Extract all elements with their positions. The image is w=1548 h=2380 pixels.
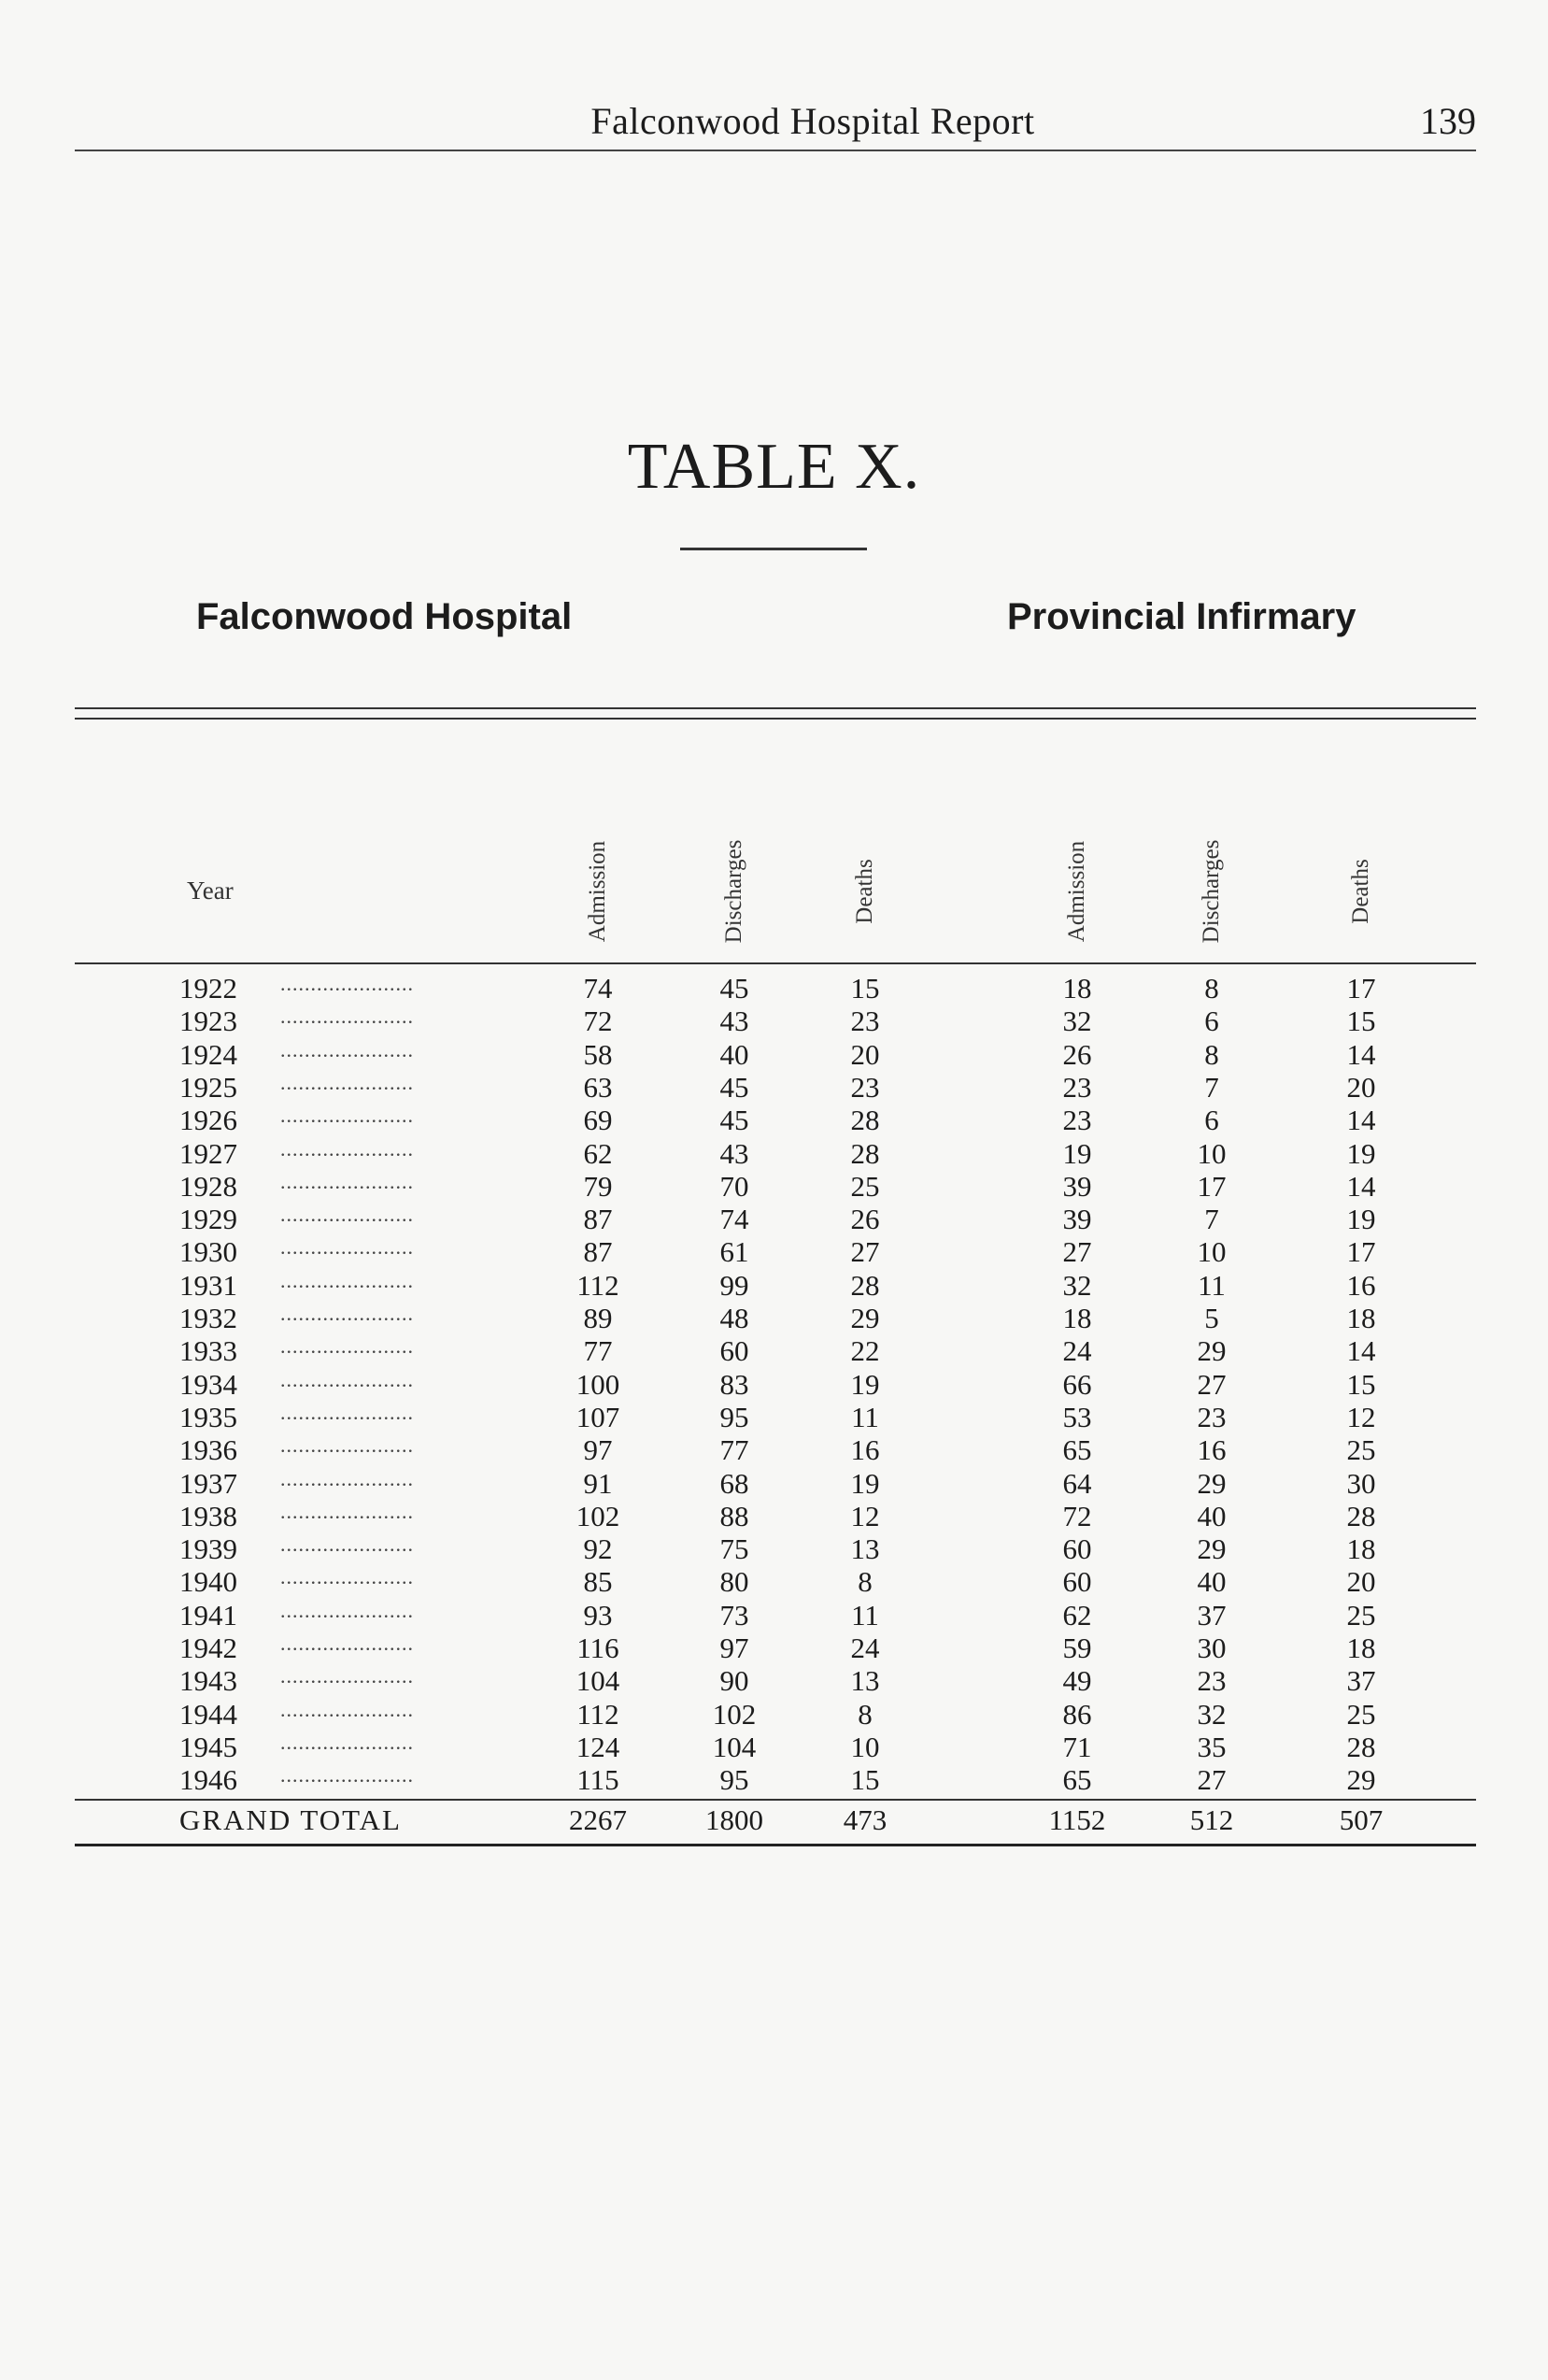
year-cell: 1940: [179, 1565, 237, 1599]
year-cell: 1937: [179, 1466, 237, 1500]
value-cell: 77: [719, 1433, 749, 1467]
table-row: [0, 1632, 1548, 1664]
value-cell: 32: [1197, 1697, 1227, 1731]
value-cell: 69: [583, 1104, 613, 1137]
value-cell: 32: [1062, 1268, 1092, 1302]
table-title: TABLE X.: [627, 431, 921, 503]
leader-dots: ......................: [280, 1367, 414, 1391]
value-cell: 102: [712, 1697, 757, 1731]
value-cell: 16: [1197, 1433, 1227, 1467]
leader-dots: ......................: [280, 1104, 414, 1128]
value-cell: 27: [1197, 1763, 1227, 1797]
value-cell: 91: [583, 1466, 613, 1500]
value-cell: 68: [719, 1466, 749, 1500]
value-cell: 27: [1062, 1235, 1092, 1269]
value-cell: 40: [1197, 1565, 1227, 1599]
value-cell: 75: [719, 1532, 749, 1566]
value-cell: 15: [1346, 1367, 1376, 1401]
total-value-cell: 2267: [569, 1803, 627, 1836]
leader-dots: ......................: [280, 1334, 414, 1359]
value-cell: 12: [1346, 1400, 1376, 1433]
year-cell: 1943: [179, 1664, 237, 1698]
value-cell: 80: [719, 1565, 749, 1599]
value-cell: 24: [850, 1632, 880, 1664]
value-cell: 77: [583, 1334, 613, 1368]
value-cell: 27: [850, 1235, 880, 1269]
value-cell: 43: [719, 1005, 749, 1038]
value-cell: 45: [719, 1104, 749, 1137]
column-header-year: Year: [187, 876, 234, 905]
value-cell: 13: [850, 1532, 880, 1566]
table-row: [0, 1005, 1548, 1037]
value-cell: 62: [1062, 1598, 1092, 1632]
table-row: [0, 1368, 1548, 1401]
value-cell: 19: [850, 1466, 880, 1500]
value-cell: 35: [1197, 1730, 1227, 1763]
year-cell: 1932: [179, 1302, 237, 1334]
table-row: [0, 1467, 1548, 1500]
leader-dots: ......................: [280, 1697, 414, 1721]
leader-dots: ......................: [280, 1302, 414, 1325]
value-cell: 79: [583, 1169, 613, 1203]
table-row: [0, 1071, 1548, 1104]
year-cell: 1931: [179, 1268, 237, 1302]
value-cell: 73: [719, 1598, 749, 1632]
value-cell: 116: [576, 1632, 619, 1664]
year-cell: 1923: [179, 1005, 237, 1038]
year-cell: 1922: [179, 972, 237, 1005]
table-row: [0, 1235, 1548, 1268]
table-row: [0, 1500, 1548, 1532]
value-cell: 11: [851, 1400, 879, 1433]
column-header-discharges-provincial: Discharges: [1199, 839, 1224, 944]
column-header-discharges-falconwood: Discharges: [721, 839, 746, 944]
value-cell: 15: [850, 1763, 880, 1797]
value-cell: 74: [583, 972, 613, 1005]
value-cell: 107: [575, 1400, 620, 1433]
column-header-admission-provincial: Admission: [1064, 840, 1089, 943]
leader-dots: ......................: [280, 1532, 414, 1557]
value-cell: 60: [719, 1334, 749, 1368]
header-top-rule-second: [75, 718, 1476, 720]
value-cell: 29: [1197, 1334, 1227, 1368]
table-row: [0, 1664, 1548, 1697]
value-cell: 95: [719, 1763, 749, 1797]
value-cell: 25: [1346, 1433, 1376, 1467]
value-cell: 43: [719, 1136, 749, 1170]
running-head: [75, 93, 1476, 151]
leader-dots: ......................: [280, 1730, 414, 1754]
value-cell: 62: [583, 1136, 613, 1170]
value-cell: 37: [1346, 1664, 1376, 1698]
header-top-rule: [75, 707, 1476, 709]
grand-total-label: GRAND TOTAL: [179, 1803, 402, 1836]
value-cell: 19: [1346, 1136, 1376, 1170]
value-cell: 29: [1197, 1532, 1227, 1566]
value-cell: 17: [1197, 1169, 1227, 1203]
grand-total-row: [0, 1803, 1548, 1836]
value-cell: 18: [1346, 1302, 1376, 1334]
value-cell: 29: [1197, 1466, 1227, 1500]
value-cell: 17: [1346, 1235, 1376, 1269]
value-cell: 112: [576, 1697, 619, 1731]
value-cell: 95: [719, 1400, 749, 1433]
value-cell: 14: [1346, 1334, 1376, 1368]
leader-dots: ......................: [280, 1037, 414, 1062]
year-cell: 1935: [179, 1400, 237, 1433]
value-cell: 8: [858, 1697, 873, 1731]
value-cell: 22: [850, 1334, 880, 1368]
year-cell: 1929: [179, 1203, 237, 1236]
year-cell: 1925: [179, 1070, 237, 1104]
value-cell: 104: [575, 1664, 620, 1698]
value-cell: 71: [1062, 1730, 1092, 1763]
value-cell: 45: [719, 1070, 749, 1104]
year-cell: 1946: [179, 1763, 237, 1797]
value-cell: 20: [1346, 1070, 1376, 1104]
value-cell: 37: [1197, 1598, 1227, 1632]
value-cell: 28: [1346, 1730, 1376, 1763]
value-cell: 65: [1062, 1433, 1092, 1467]
table-row: [0, 1565, 1548, 1598]
value-cell: 18: [1062, 972, 1092, 1005]
value-cell: 63: [583, 1070, 613, 1104]
leader-dots: ......................: [280, 1632, 414, 1655]
year-cell: 1942: [179, 1632, 237, 1664]
value-cell: 45: [719, 972, 749, 1005]
value-cell: 23: [1197, 1664, 1227, 1698]
total-value-cell: 1800: [705, 1803, 763, 1836]
table-row: [0, 1302, 1548, 1334]
value-cell: 74: [719, 1203, 749, 1236]
value-cell: 16: [1346, 1268, 1376, 1302]
value-cell: 16: [850, 1433, 880, 1467]
value-cell: 53: [1062, 1400, 1092, 1433]
leader-dots: ......................: [280, 1565, 414, 1589]
year-cell: 1941: [179, 1598, 237, 1632]
value-cell: 26: [850, 1203, 880, 1236]
value-cell: 10: [850, 1730, 880, 1763]
value-cell: 18: [1346, 1632, 1376, 1664]
value-cell: 39: [1062, 1169, 1092, 1203]
total-value-cell: 507: [1339, 1803, 1384, 1836]
value-cell: 29: [1346, 1763, 1376, 1797]
value-cell: 11: [1198, 1268, 1226, 1302]
value-cell: 87: [583, 1203, 613, 1236]
value-cell: 59: [1062, 1632, 1092, 1664]
year-cell: 1936: [179, 1433, 237, 1467]
value-cell: 48: [719, 1302, 749, 1334]
value-cell: 23: [850, 1070, 880, 1104]
value-cell: 28: [850, 1136, 880, 1170]
value-cell: 92: [583, 1532, 613, 1566]
value-cell: 124: [575, 1730, 620, 1763]
value-cell: 8: [1204, 972, 1219, 1005]
value-cell: 89: [583, 1302, 613, 1334]
value-cell: 29: [850, 1302, 880, 1334]
year-cell: 1938: [179, 1499, 237, 1532]
total-value-cell: 473: [843, 1803, 888, 1836]
running-title: Falconwood Hospital Report: [590, 100, 1035, 142]
value-cell: 15: [850, 972, 880, 1005]
value-cell: 6: [1204, 1005, 1219, 1038]
value-cell: 40: [1197, 1499, 1227, 1532]
leader-dots: ......................: [280, 1466, 414, 1490]
year-cell: 1933: [179, 1334, 237, 1368]
value-cell: 23: [850, 1005, 880, 1038]
value-cell: 93: [583, 1598, 613, 1632]
value-cell: 40: [719, 1037, 749, 1071]
table-row: [0, 1170, 1548, 1203]
table-row: [0, 1731, 1548, 1763]
value-cell: 115: [576, 1763, 619, 1797]
value-cell: 18: [1346, 1532, 1376, 1566]
column-header-deaths-provincial: Deaths: [1348, 859, 1373, 924]
value-cell: 7: [1204, 1203, 1219, 1236]
table-row: [0, 1269, 1548, 1302]
value-cell: 14: [1346, 1169, 1376, 1203]
value-cell: 90: [719, 1664, 749, 1698]
value-cell: 64: [1062, 1466, 1092, 1500]
value-cell: 97: [583, 1433, 613, 1467]
value-cell: 8: [858, 1565, 873, 1599]
leader-dots: ......................: [280, 1499, 414, 1523]
year-cell: 1944: [179, 1697, 237, 1731]
value-cell: 32: [1062, 1005, 1092, 1038]
leader-dots: ......................: [280, 1433, 414, 1458]
table-row: [0, 1401, 1548, 1433]
value-cell: 19: [850, 1367, 880, 1401]
table-row: [0, 1038, 1548, 1071]
total-value-cell: 512: [1189, 1803, 1234, 1836]
value-cell: 100: [575, 1367, 620, 1401]
year-cell: 1928: [179, 1169, 237, 1203]
value-cell: 23: [1062, 1070, 1092, 1104]
table-row: [0, 1599, 1548, 1632]
value-cell: 30: [1197, 1632, 1227, 1664]
value-cell: 20: [1346, 1565, 1376, 1599]
year-cell: 1927: [179, 1136, 237, 1170]
value-cell: 25: [1346, 1697, 1376, 1731]
value-cell: 8: [1204, 1037, 1219, 1071]
value-cell: 11: [851, 1598, 879, 1632]
value-cell: 26: [1062, 1037, 1092, 1071]
year-cell: 1939: [179, 1532, 237, 1566]
value-cell: 7: [1204, 1070, 1219, 1104]
value-cell: 60: [1062, 1532, 1092, 1566]
value-cell: 72: [1062, 1499, 1092, 1532]
value-cell: 28: [1346, 1499, 1376, 1532]
leader-dots: ......................: [280, 1763, 414, 1788]
value-cell: 14: [1346, 1037, 1376, 1071]
leader-dots: ......................: [280, 1235, 414, 1260]
leader-dots: ......................: [280, 1136, 414, 1161]
table-row: [0, 972, 1548, 1005]
value-cell: 28: [850, 1268, 880, 1302]
page-number: 139: [1420, 100, 1476, 142]
value-cell: 88: [719, 1499, 749, 1532]
year-cell: 1924: [179, 1037, 237, 1071]
value-cell: 72: [583, 1005, 613, 1038]
value-cell: 104: [712, 1730, 757, 1763]
leader-dots: ......................: [280, 1664, 414, 1689]
total-value-cell: 1152: [1048, 1803, 1106, 1836]
value-cell: 23: [1062, 1104, 1092, 1137]
table-row: [0, 1203, 1548, 1235]
table-row: [0, 1104, 1548, 1136]
value-cell: 83: [719, 1367, 749, 1401]
table-row: [0, 1698, 1548, 1731]
value-cell: 19: [1062, 1136, 1092, 1170]
value-cell: 25: [1346, 1598, 1376, 1632]
total-top-rule: [75, 1799, 1476, 1801]
value-cell: 30: [1346, 1466, 1376, 1500]
value-cell: 102: [575, 1499, 620, 1532]
value-cell: 49: [1062, 1664, 1092, 1698]
leader-dots: ......................: [280, 1005, 414, 1029]
value-cell: 13: [850, 1664, 880, 1698]
value-cell: 66: [1062, 1367, 1092, 1401]
title-rule: [680, 548, 867, 550]
value-cell: 99: [719, 1268, 749, 1302]
column-header-deaths-falconwood: Deaths: [852, 859, 877, 924]
table-row: [0, 1137, 1548, 1170]
group-heading-falconwood: Falconwood Hospital: [196, 596, 573, 637]
value-cell: 19: [1346, 1203, 1376, 1236]
table-row: [0, 1763, 1548, 1796]
table-row: [0, 1532, 1548, 1565]
year-cell: 1926: [179, 1104, 237, 1137]
value-cell: 112: [576, 1268, 619, 1302]
value-cell: 6: [1204, 1104, 1219, 1137]
value-cell: 61: [719, 1235, 749, 1269]
value-cell: 15: [1346, 1005, 1376, 1038]
value-cell: 39: [1062, 1203, 1092, 1236]
value-cell: 27: [1197, 1367, 1227, 1401]
value-cell: 97: [719, 1632, 749, 1664]
value-cell: 23: [1197, 1400, 1227, 1433]
value-cell: 58: [583, 1037, 613, 1071]
header-bottom-rule: [75, 962, 1476, 964]
value-cell: 10: [1197, 1235, 1227, 1269]
value-cell: 85: [583, 1565, 613, 1599]
leader-dots: ......................: [280, 1268, 414, 1292]
value-cell: 87: [583, 1235, 613, 1269]
leader-dots: ......................: [280, 972, 414, 995]
value-cell: 20: [850, 1037, 880, 1071]
table-bottom-rule: [75, 1844, 1476, 1846]
value-cell: 24: [1062, 1334, 1092, 1368]
year-cell: 1930: [179, 1235, 237, 1269]
table-row: [0, 1433, 1548, 1466]
leader-dots: ......................: [280, 1400, 414, 1424]
leader-dots: ......................: [280, 1169, 414, 1193]
value-cell: 86: [1062, 1697, 1092, 1731]
value-cell: 25: [850, 1169, 880, 1203]
value-cell: 10: [1197, 1136, 1227, 1170]
value-cell: 70: [719, 1169, 749, 1203]
year-cell: 1945: [179, 1730, 237, 1763]
leader-dots: ......................: [280, 1203, 414, 1227]
column-header-admission-falconwood: Admission: [585, 840, 610, 943]
value-cell: 65: [1062, 1763, 1092, 1797]
table-row: [0, 1334, 1548, 1367]
value-cell: 5: [1204, 1302, 1219, 1334]
value-cell: 14: [1346, 1104, 1376, 1137]
year-cell: 1934: [179, 1367, 237, 1401]
value-cell: 18: [1062, 1302, 1092, 1334]
value-cell: 17: [1346, 972, 1376, 1005]
value-cell: 12: [850, 1499, 880, 1532]
leader-dots: ......................: [280, 1598, 414, 1622]
value-cell: 60: [1062, 1565, 1092, 1599]
value-cell: 28: [850, 1104, 880, 1137]
group-heading-provincial: Provincial Infirmary: [1007, 596, 1356, 637]
leader-dots: ......................: [280, 1070, 414, 1094]
